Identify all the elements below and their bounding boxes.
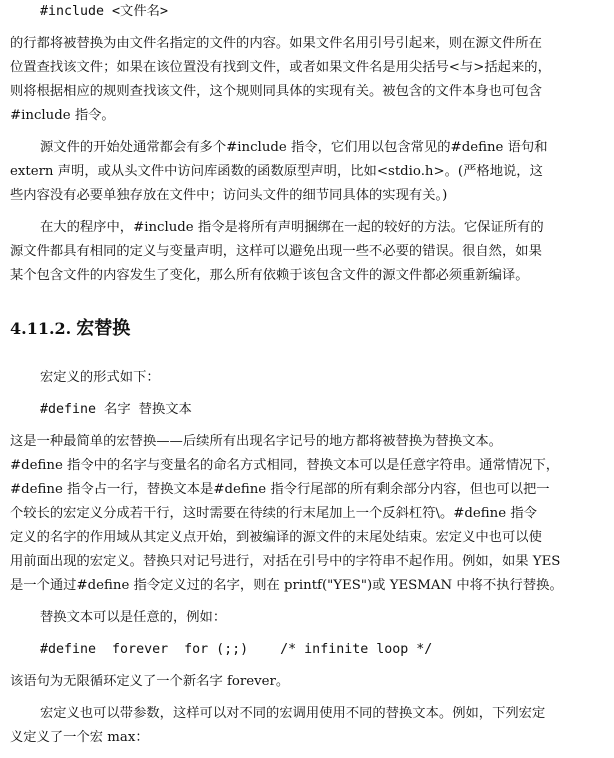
text-line: 替换文本可以是任意的，例如： — [40, 610, 227, 625]
text-line: 定义的名字的作用域从其定义点开始，到被编译的源文件的末尾处结束。宏定义中也可以使 — [10, 530, 542, 545]
document-body-bottom — [10, 366, 608, 758]
code-line: #include <文件名> — [40, 4, 168, 19]
text-line: 宏定义也可以带参数，这样可以对不同的宏调用使用不同的替换文本。例如，下列宏定 — [40, 706, 546, 721]
text-line: 用前面出现的宏定义。替换只对记号进行，对括在引号中的字符串不起作用。例如，如果 YES — [10, 554, 561, 569]
paragraph — [10, 136, 608, 208]
text-line: 宏定义的形式如下： — [40, 370, 160, 385]
text-line: 某个包含文件的内容发生了变化，那么所有依赖于该包含文件的源文件都必须重新编译。 — [10, 268, 529, 283]
text-line: 些内容没有必要单独存放在文件中；访问头文件的细节同具体的实现有关。) — [10, 188, 448, 203]
text-line: 个较长的宏定义分成若干行，这时需要在待续的行末尾加上一个反斜杠符\。#define 指令 — [10, 506, 537, 521]
text-line: 位置查找该文件；如果在该位置没有找到文件，或者如果文件名是用尖括号<与>括起来的， — [10, 60, 551, 75]
section-number: 4.11.2. — [10, 319, 72, 338]
paragraph — [10, 32, 608, 128]
paragraph — [10, 216, 608, 288]
text-line: 在大的程序中，#include 指令是将所有声明捆绑在一起的较好的方法。它保证所有的 — [40, 220, 544, 235]
paragraph — [10, 606, 608, 630]
text-line: #define 指令中的名字与变量名的命名方式相同，替换文本可以是任意字符串。通常情况下， — [10, 458, 560, 473]
text-line: 则将根据相应的规则查找该文件，这个规则同具体的实现有关。被包含的文件本身也可包含 — [10, 84, 542, 99]
paragraph — [10, 670, 608, 694]
text-line: extern 声明，或从头文件中访问库函数的函数原型声明，比如<stdio.h>。(严格地说，这 — [10, 164, 543, 179]
code-line: #define 名字 替换文本 — [40, 402, 192, 417]
text-line: 的行都将被替换为由文件名指定的文件的内容。如果文件名用引号引起来，则在源文件所在 — [10, 36, 542, 51]
paragraph — [10, 430, 608, 598]
section-title: 宏替换 — [76, 318, 131, 339]
text-line: 义定义了一个宏 max： — [10, 730, 149, 745]
section-heading — [10, 314, 608, 344]
text-line: #define 指令占一行，替换文本是#define 指令行尾部的所有剩余部分内容，但也可以把一 — [10, 482, 550, 497]
text-line: 源文件的开始处通常都会有多个#include 指令，它们用以包含常见的#define 语句和 — [40, 140, 548, 155]
paragraph — [10, 702, 608, 750]
document-body-top — [10, 0, 608, 296]
text-line: #include 指令。 — [10, 108, 115, 123]
code-line: #define forever for (;;) /* infinite loop */ — [40, 642, 433, 657]
text-line: 是一个通过#define 指令定义过的名字，则在 printf("YES")或 YESMAN 中将不执行替换。 — [10, 578, 563, 593]
text-line: 源文件都具有相同的定义与变量声明，这样可以避免出现一些不必要的错误。很自然，如果 — [10, 244, 542, 259]
text-line: 该语句为无限循环定义了一个新名字 forever。 — [10, 674, 290, 689]
paragraph — [10, 366, 608, 390]
text-line: 这是一种最简单的宏替换——后续所有出现名字记号的地方都将被替换为替换文本。 — [10, 434, 502, 449]
